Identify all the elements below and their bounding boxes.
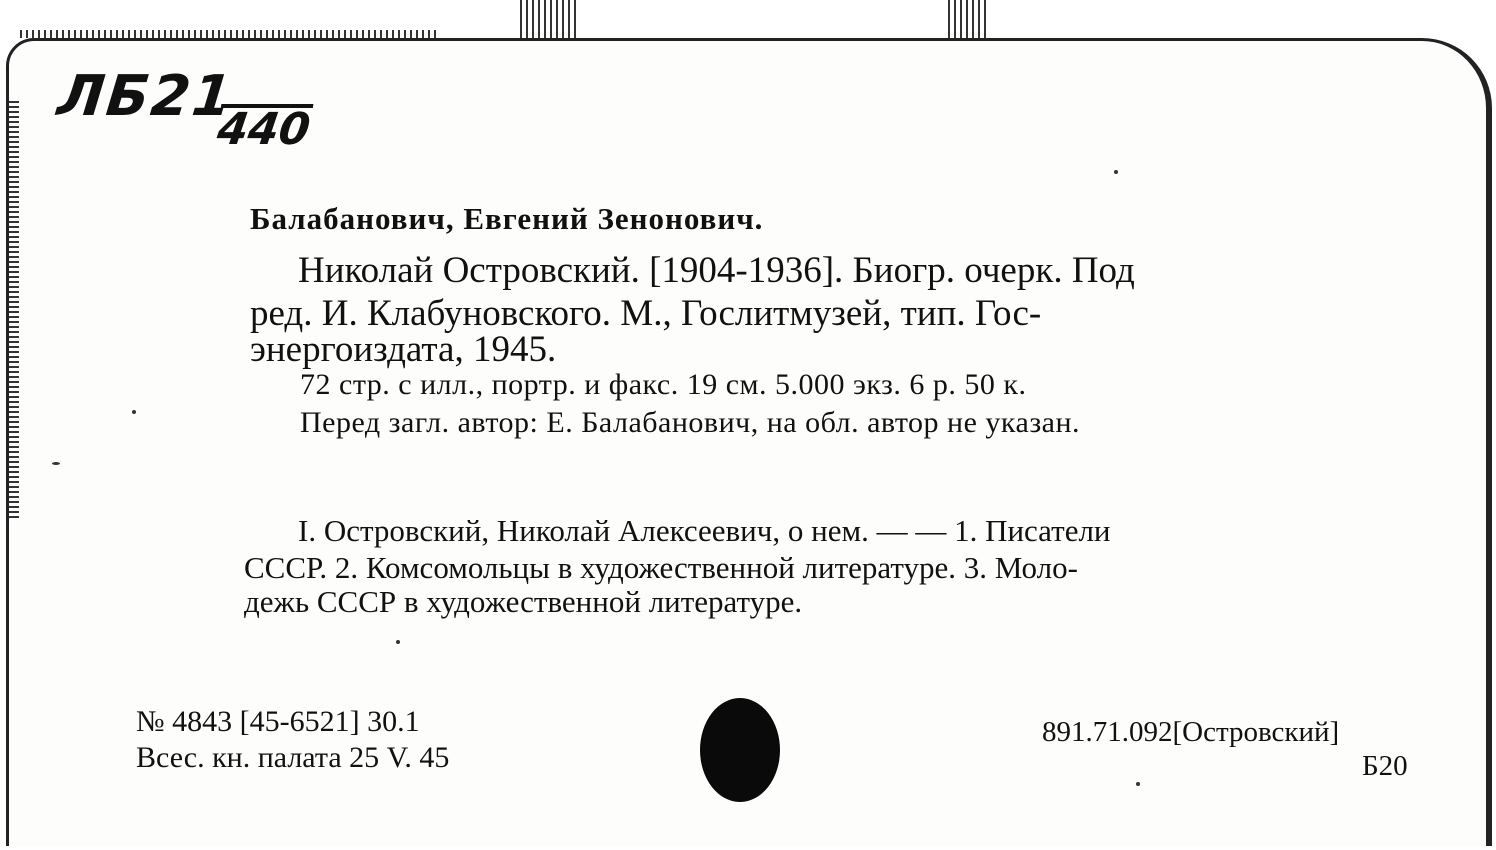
shelfmark: ЛБ21 (54, 64, 237, 129)
title-line-1: Николай Островский. [1904-1936]. Биогр. очерк. Под (298, 250, 1135, 291)
speck (1136, 782, 1140, 786)
subjects-line-1: I. Островский, Николай Алексеевич, о нем. — — 1. Писатели (298, 513, 1111, 548)
title-line-3: энергоиздата, 1945. (250, 329, 557, 370)
classification-code: 891.71.092[Островский] (1042, 716, 1340, 748)
speck (396, 640, 400, 644)
footer-book-chamber: Всес. кн. палата 25 V. 45 (136, 741, 450, 774)
top-edge-left-texture (20, 30, 440, 38)
author-mark: Б20 (1362, 750, 1408, 782)
author-heading: Балабанович, Евгений Зенонович. (250, 201, 764, 236)
speck (52, 462, 60, 465)
footer-record-number: № 4843 [45-6521] 30.1 (136, 705, 420, 738)
subjects-line-2: СССР. 2. Комсомольцы в художественной литературе. 3. Моло- (244, 550, 1078, 585)
collation-line-1: 72 стр. с илл., портр. и факс. 19 см. 5.000 экз. 6 р. 50 к. (300, 368, 1027, 401)
subjects-line-3: дежь СССР в художественной литературе. (244, 584, 803, 619)
speck (1114, 170, 1118, 174)
speck (132, 410, 136, 414)
shelfmark-number: 440 (214, 104, 314, 155)
punch-hole (700, 698, 780, 802)
card-left-edge-texture (9, 101, 19, 521)
top-edge-right-texture (948, 0, 988, 40)
title-line-2: ред. И. Клабуновского. М., Гослитмузей, тип. Гос- (250, 293, 1042, 334)
collation-line-2: Перед загл. автор: Е. Балабанович, на обл. автор не указан. (300, 406, 1081, 439)
top-edge-mid-texture (520, 0, 580, 40)
